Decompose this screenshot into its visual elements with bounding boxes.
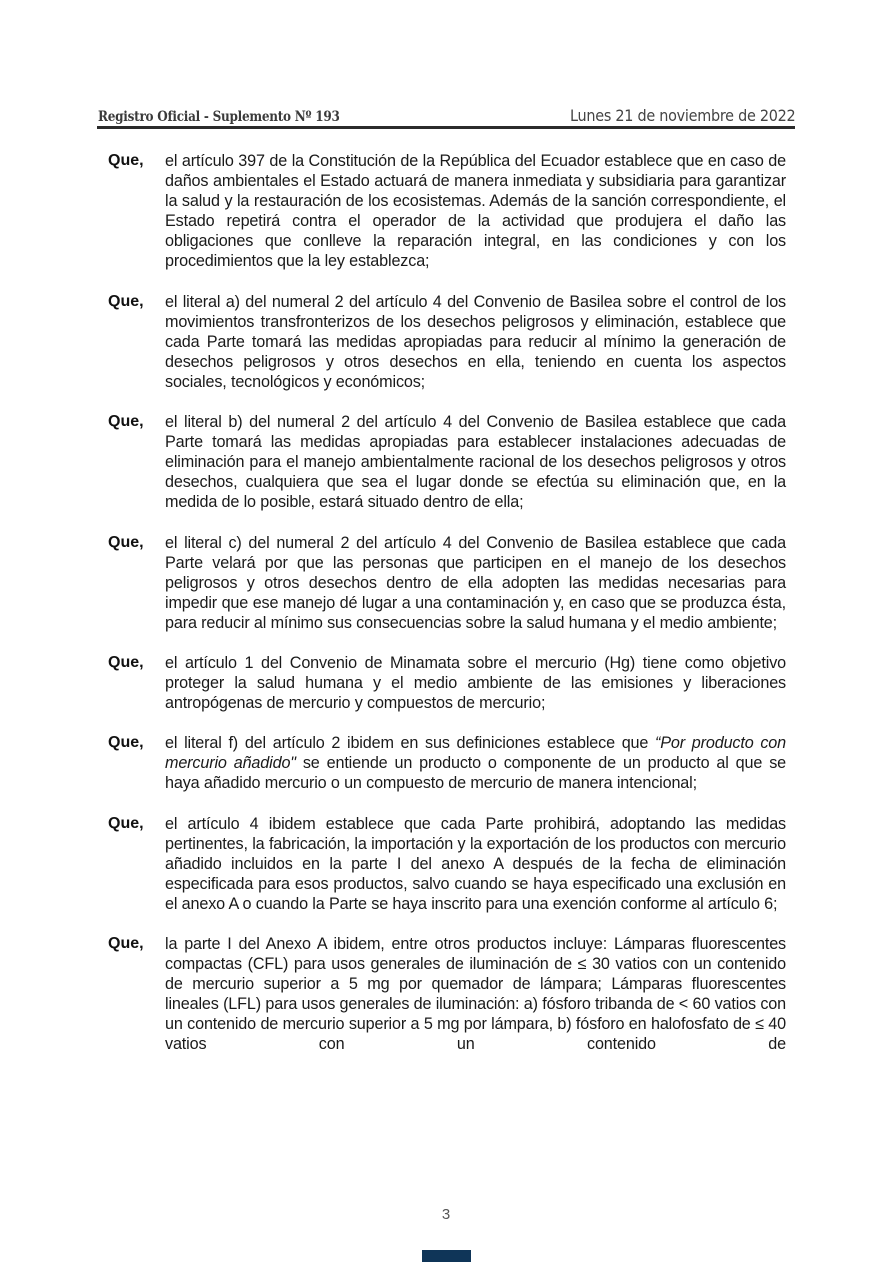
- paragraph-lead: Que,: [108, 533, 144, 551]
- paragraph-text: la parte I del Anexo A ibidem, entre otros productos incluye: Lámparas fluorescentes compactas (CFL) para usos generales de iluminación de ≤ 30 vatios con un contenido de mercurio superior a 5 mg por quemador de lámpara; Lámparas fluorescentes lineales (LFL) para usos generales de iluminación: a) fósforo tribanda de < 60 vatios con un contenido de mercurio superior a 5 mg por lámpara, b) fósforo en halofosfato de ≤ 40 vatios con un contenido de: [165, 935, 786, 1054]
- text-segment: el literal f) del artículo 2 ibidem en sus definiciones establece que: [165, 734, 656, 753]
- header-divider: [97, 126, 795, 129]
- paragraph-text: el literal a) del numeral 2 del artículo 4 del Convenio de Basilea sobre el control de los movimientos transfronterizos de los desechos peligrosos y eliminación, establece que cada Parte tomará las medidas apropiadas para reducir al mínimo la generación de desechos peligrosos y otros desechos en ella, teniendo en cuenta los aspectos sociales, tecnológicos y económicos;: [165, 292, 786, 391]
- paragraph-text: el artículo 4 ibidem establece que cada Parte prohibirá, adoptando las medidas pertinentes, la fabricación, la importación y la exportación de los productos con mercurio añadido incluidos en la parte I del anexo A después de la fecha de eliminación especificada para esos productos, salvo cuando se haya especificado una exclusión en el anexo A o cuando la Parte se haya inscrito para una exención conforme al artículo 6;: [165, 814, 786, 913]
- considerando-paragraph: [108, 653, 786, 713]
- considerando-paragraph: [108, 533, 786, 633]
- paragraph-lead: Que,: [108, 292, 144, 310]
- paragraph-text: [165, 733, 786, 793]
- publication-date: Lunes 21 de noviembre de 2022: [569, 106, 795, 125]
- paragraph-text: el literal c) del numeral 2 del artículo 4 del Convenio de Basilea establece que cada Parte velará por que las personas que participen en el manejo de los desechos peligrosos y otros desechos dentro de ella adopten las medidas necesarias para impedir que ese manejo dé lugar a una contaminación y, en caso que se produzca ésta, para reducir al mínimo sus consecuencias sobre la salud humana y el medio ambiente;: [165, 533, 786, 632]
- defined-term-italic: “Por producto con mercurio añadido": [165, 734, 786, 773]
- page-header: [98, 103, 795, 125]
- paragraph-lead: Que,: [108, 814, 144, 832]
- paragraph-lead: Que,: [108, 413, 144, 431]
- publication-title: Registro Oficial - Suplemento Nº 193: [98, 109, 340, 125]
- considerando-paragraph: [108, 814, 786, 914]
- paragraph-text: el artículo 1 del Convenio de Minamata sobre el mercurio (Hg) tiene como objetivo proteger la salud humana y el medio ambiente de las emisiones y liberaciones antropógenas de mercurio y compuestos de mercurio;: [165, 653, 786, 713]
- paragraph-lead: Que,: [108, 653, 144, 671]
- paragraph-lead: Que,: [108, 935, 144, 952]
- considerando-paragraph: [108, 151, 786, 272]
- paragraph-lead: Que,: [108, 734, 144, 752]
- document-body: [108, 151, 786, 1075]
- considerando-paragraph: [108, 733, 786, 793]
- paragraph-lead: Que,: [108, 152, 144, 169]
- footer-accent-bar: [422, 1250, 471, 1262]
- considerando-paragraph: [108, 934, 786, 1055]
- paragraph-text: el literal b) del numeral 2 del artículo 4 del Convenio de Basilea establece que cada Parte tomará las medidas apropiadas para establecer instalaciones adecuadas de eliminación para el manejo ambientalmente racional de los desechos peligrosos y otros desechos, cualquiera que sea el lugar donde se efectúa su eliminación que, en la medida de lo posible, estará situado dentro de ella;: [165, 413, 786, 512]
- text-segment: se entiende un producto o componente de un producto al que se haya añadido mercurio o un compuesto de mercurio de manera intencional;: [165, 754, 786, 793]
- paragraph-text: el artículo 397 de la Constitución de la República del Ecuador establece que en caso de daños ambientales el Estado actuará de manera inmediata y subsidiaria para garantizar la salud y la restauración de los ecosistemas. Además de la sanción correspondiente, el Estado repetirá contra el operador de la actividad que produjera el daño las obligaciones que conlleve la reparación integral, en las condiciones y con los procedimientos que la ley establezca;: [165, 152, 786, 271]
- considerando-paragraph: [108, 412, 786, 512]
- considerando-paragraph: [108, 292, 786, 392]
- page-number: 3: [441, 1206, 451, 1223]
